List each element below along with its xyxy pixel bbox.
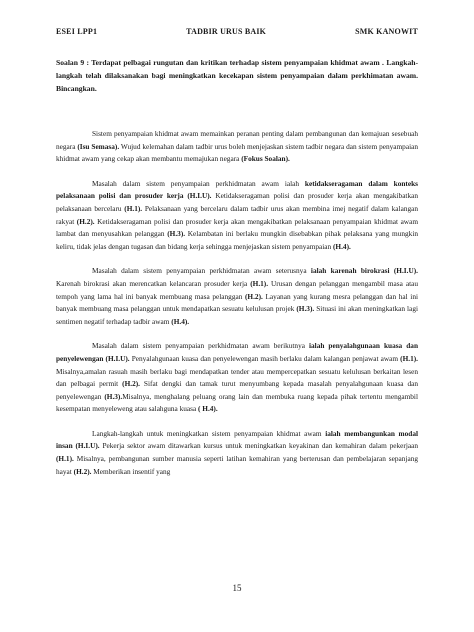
text-run: Situasi ini akan meningkatkan lagi sentimen negatif terhadap tadbir awam (56, 304, 419, 326)
marker-h3: (H.3). (167, 229, 186, 239)
text-run: Sistem penyampaian khidmat awam memainkan peranan penting dalam pembangunan dan kemajuan sesebuah negara (56, 129, 418, 151)
text-run: Layanan yang kurang mesra pelanggan dan hal ini banyak membuang masa pelanggan untuk mendapatkan sesuatu kelulusan projek (56, 291, 418, 314)
marker-h2: (H.2). (73, 466, 92, 476)
page-number: 15 (232, 583, 242, 593)
marker-isu-semasa: (Isu Semasa). (77, 141, 120, 151)
text-run: Pelaksanaan yang bercelaru dalam tadbir urus akan membina imej negatif dalam kalangan rakyat (56, 203, 418, 226)
marker-h2: (H.2). (76, 216, 95, 226)
main-point: ialah membangunkan modal insan (H.I.U). (56, 428, 418, 451)
marker-h1: (H.1). (56, 454, 74, 464)
text-run: Sifat dengki dan tamak turut menyumbang kepada masalah penyalahgunaan kuasa dan penyelewengan (56, 379, 418, 401)
text-run: Masalah dalam sistem penyampaian perkhidmatan awam berikutnya (92, 341, 309, 351)
paragraph-point-2 (56, 265, 418, 328)
paragraph-point-1 (56, 178, 418, 254)
essay-body (56, 128, 418, 490)
paragraph-intro (56, 128, 418, 166)
marker-h2: (H.2). (122, 379, 140, 389)
marker-h4: (H.4). (171, 316, 190, 326)
marker-h3: (H.3). (296, 304, 315, 314)
text-run: Ketidakseragaman polisi dan prosuder kerja akan mengakibatkan pelaksanaan bercelaru (56, 191, 418, 213)
text-run: Masalah dalam sistem penyampaian perkhidmatan awam ialah (92, 178, 305, 188)
text-run: Memberikan insentif yang (91, 466, 171, 476)
text-run: Misalnya, menghalang peluang orang lain dan membuka ruang kepada pihak tertentu mengambil kesempatan menyeleweng atau salahguna kuasa (56, 391, 418, 414)
paragraph-solution-1 (56, 428, 418, 478)
marker-h1: (H.1). (250, 278, 269, 288)
text-run: Ketidakseragaman polisi dan prosuder kerja akan mengakibatkan pelaksanaan penyampaian khidmat awam lambat dan menyusahkan pelanggan (56, 216, 418, 239)
paragraph-point-3 (56, 340, 418, 416)
text-run: Wujud kelemahan dalam tadbir urus boleh menjejaskan sistem tadbir negara dan sistem penyampaian khidmat awam yang cekap akan membantu memajukan negara (56, 141, 418, 164)
text-run: Masalah dalam sistem penyampaian perkhidmatan awam seterusnya (92, 266, 311, 276)
marker-h1: (H.1). (400, 353, 418, 363)
text-run: Pekerja sektor awam ditawarkan kursus untuk meningkatkan keyakinan dan kemahiran dalam pekerjaan (99, 441, 418, 451)
header-left: ESEI LPP1 (56, 27, 98, 36)
text-run: Misalnya,amalan rasuah masih berlaku bagi mendapatkan tender atau mempercepatkan sesuatu kelulusan berkaitan lesen dan pelbagai permit (56, 366, 418, 389)
essay-question: Soalan 9 : Terdapat pelbagai rungutan dan kritikan terhadap sistem penyampaian khidmat awam . Langkah-langkah telah dilaksanakan bagi meningkatkan kecekapan sistem penyampaian dalam perkhimatan awam. Bincangkan. (56, 58, 418, 93)
text-run: Misalnya, pembangunan sumber manusia seperti latihan kemahiran yang berterusan dan pembelajaran sepanjang hayat (56, 454, 418, 476)
main-point: ialah karenah birokrasi (H.I.U). (310, 266, 418, 276)
marker-h4: ( H.4). (198, 404, 218, 414)
marker-h4: (H.4). (333, 241, 351, 251)
text-run: Karenah birokrasi akan merencatkan kelancaran prosuder kerja (56, 278, 251, 288)
text-run: Urusan dengan pelanggan mengambil masa atau tempoh yang lama hal ini banyak membuang masa pelanggan (56, 278, 418, 301)
text-run: Langkah-langkah untuk meningkatkan sistem penyampaian khidmat awam (92, 428, 326, 438)
text-run: Penyalahgunaan kuasa dan penyelewengan masih berlaku dalam kalangan penjawat awam (129, 353, 401, 363)
marker-h2: (H.2). (245, 291, 263, 301)
text-run: Kelambatan ini berlaku mungkin disebabkan pihak pelaksana yang mungkin keliru, tidak jelas dengan tugasan dan bidang kerja sehingga menjejaskan sistem penyampaian (56, 229, 418, 251)
header-right: SMK KANOWIT (355, 27, 418, 36)
marker-fokus-soalan: (Fokus Soalan). (241, 154, 290, 164)
main-point: ketidakseragaman dalam konteks pelaksanaan polisi dan prosuder kerja (H.I.U). (56, 178, 418, 201)
header-center: TADBIR URUS BAIK (186, 27, 267, 36)
main-point: ialah penyalahgunaan kuasa dan penyelewengan (H.I.U). (56, 341, 418, 363)
marker-h3: (H.3). (104, 391, 123, 401)
page-header (56, 27, 418, 36)
marker-h1: (H.1). (124, 203, 143, 213)
